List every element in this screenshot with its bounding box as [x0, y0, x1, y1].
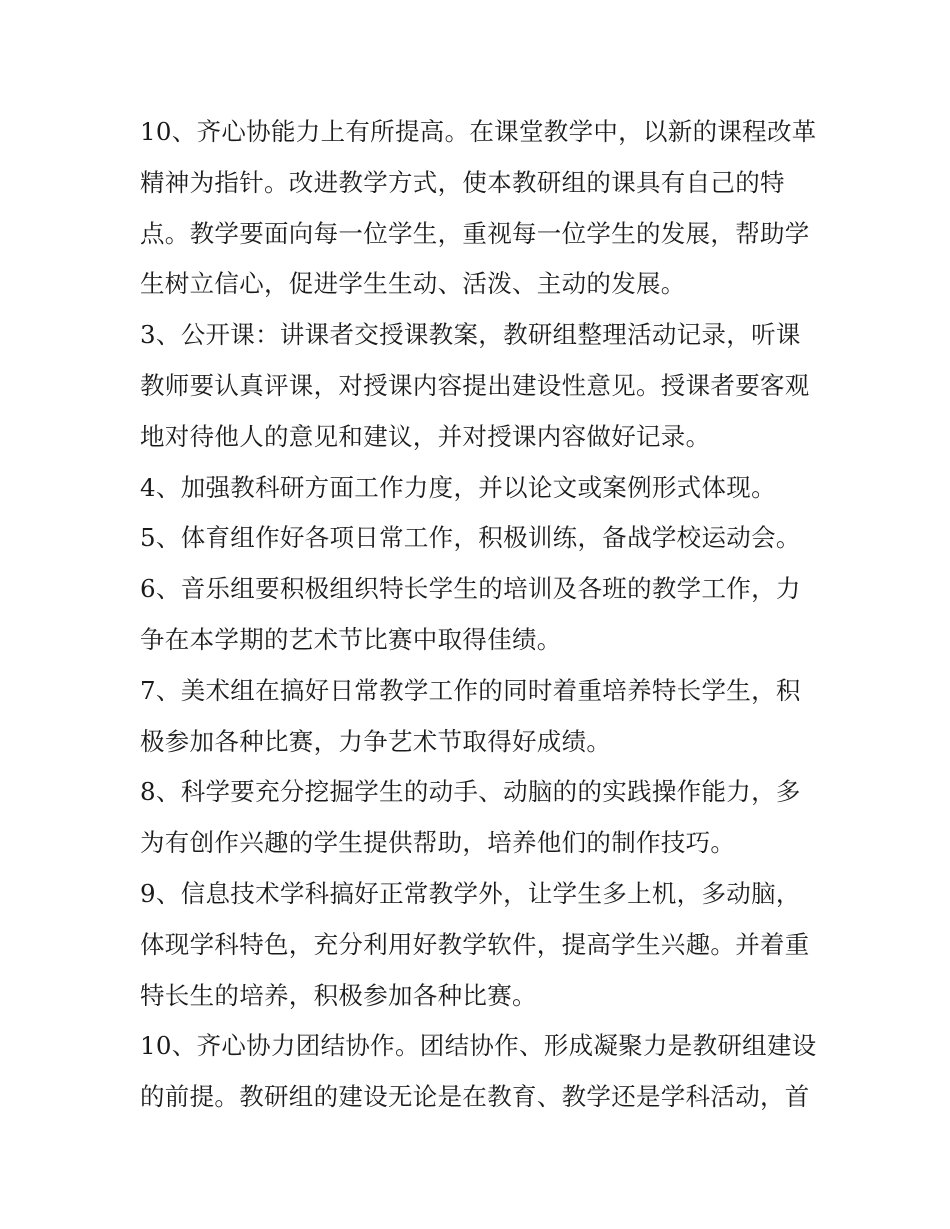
text-line: 5、体育组作好各项日常工作，积极训练，备战学校运动会。: [140, 523, 801, 553]
text-line: 10、齐心协力团结协作。团结协作、形成凝聚力是教研组建设: [140, 1031, 817, 1061]
text-line: 7、美术组在搞好日常教学工作的同时着重培养特长学生，积: [140, 675, 801, 705]
text-line: 9、信息技术学科搞好正常教学外，让学生多上机，多动脑，: [140, 878, 801, 908]
text-line: 3、公开课：讲课者交授课教案，教研组整理活动记录，听课: [140, 320, 801, 350]
text-line: 教师要认真评课，对授课内容提出建设性意见。授课者要客观: [140, 370, 810, 400]
text-line: 极参加各种比赛，力争艺术节取得好成绩。: [140, 726, 612, 756]
text-line: 10、齐心协能力上有所提高。在课堂教学中，以新的课程改革: [140, 117, 817, 146]
text-line: 争在本学期的艺术节比赛中取得佳绩。: [140, 624, 562, 654]
text-line: 的前提。教研组的建设无论是在教育、教学还是学科活动，首: [140, 1082, 810, 1112]
text-line: 4、加强教科研方面工作力度，并以论文或案例形式体现。: [140, 472, 776, 502]
text-line: 精神为指针。改进教学方式，使本教研组的课具有自己的特: [140, 167, 785, 197]
text-line: 体现学科特色，充分利用好教学软件，提高学生兴趣。并着重: [140, 929, 810, 959]
document-body: [140, 107, 820, 1123]
text-line: 地对待他人的意见和建议，并对授课内容做好记录。: [140, 421, 711, 451]
text-line: 特长生的培养，积极参加各种比赛。: [140, 980, 537, 1010]
text-line: 8、科学要充分挖掘学生的动手、动脑的的实践操作能力，多: [140, 777, 801, 807]
text-line: 6、音乐组要积极组织特长学生的培训及各班的教学工作，力: [140, 574, 801, 604]
text-line: 生树立信心，促进学生生动、活泼、主动的发展。: [140, 269, 686, 299]
text-line: 为有创作兴趣的学生提供帮助，培养他们的制作技巧。: [140, 828, 736, 858]
text-line: 点。教学要面向每一位学生，重视每一位学生的发展，帮助学: [140, 218, 810, 248]
